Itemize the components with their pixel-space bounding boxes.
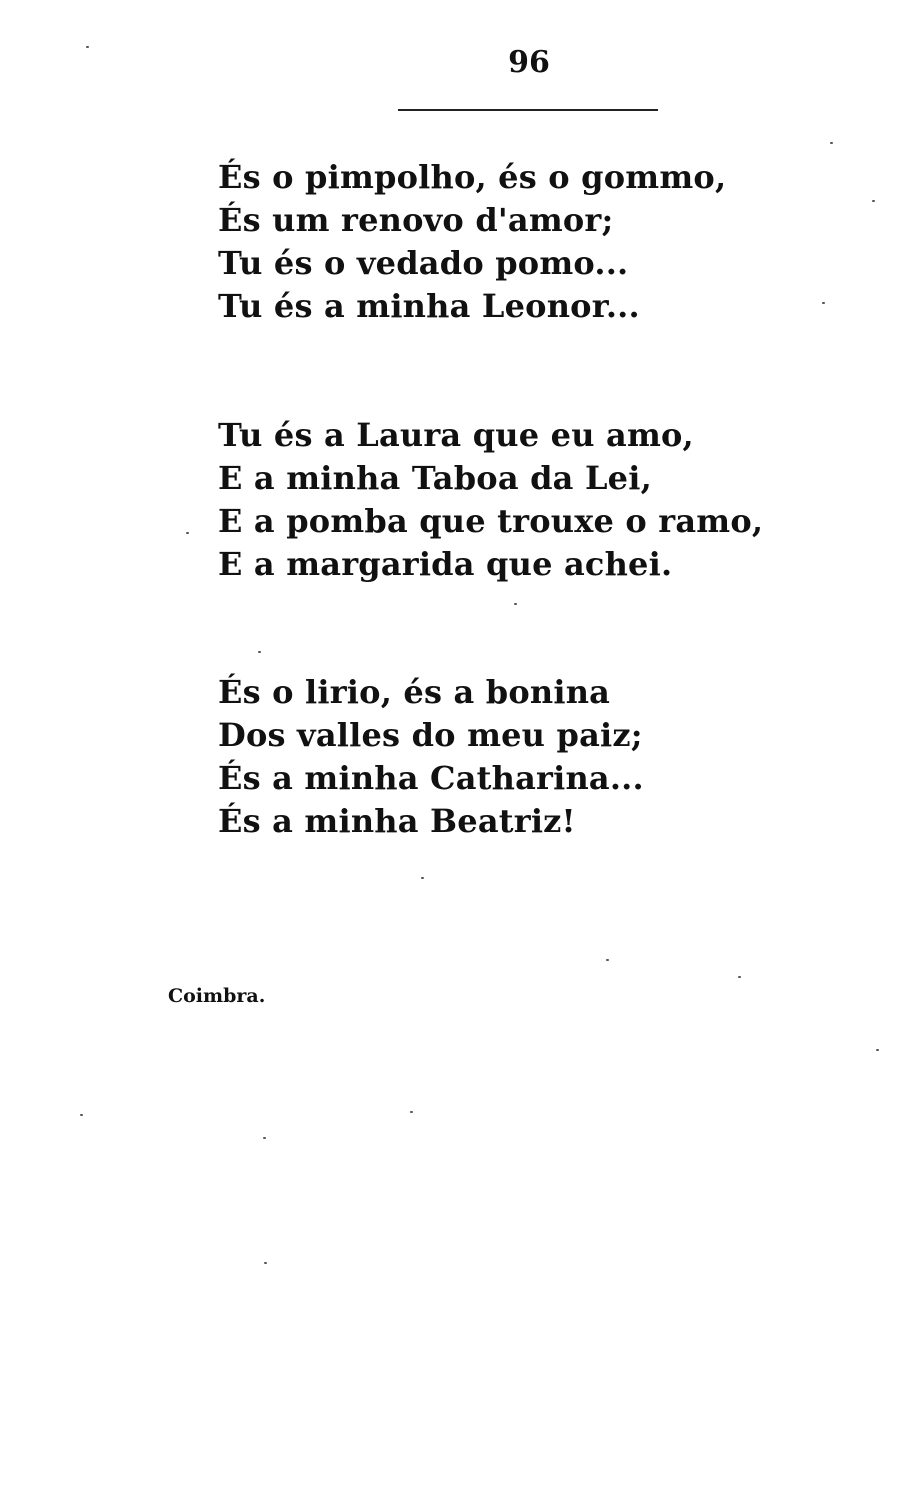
scan-speck [186,532,189,534]
verse-line: E a margarida que achei. [218,545,673,583]
scan-speck [738,976,741,978]
scan-speck [514,603,517,605]
scan-speck [830,142,833,144]
scan-speck [263,1137,266,1139]
verse-line: És o pimpolho, és o gommo, [218,158,727,196]
signature-place: Coimbra. [168,985,266,1007]
verse-line: És a minha Beatriz! [218,802,576,840]
verse-line: Tu és o vedado pomo... [218,244,629,282]
scan-speck [264,1262,267,1264]
scan-speck [876,1049,879,1051]
scan-speck [822,302,825,304]
scan-speck [410,1111,413,1113]
scan-speck [606,959,609,961]
verse-line: E a pomba que trouxe o ramo, [218,502,764,540]
verse-line: Tu és a Laura que eu amo, [218,416,694,454]
header-rule [398,109,658,111]
scan-speck [421,877,424,879]
scan-speck [872,200,875,202]
stanza [218,414,763,586]
verse-line: És o lirio, és a bonina [218,673,611,711]
verse-line: És a minha Catharina... [218,759,644,797]
scan-speck [258,651,261,653]
stanza [218,156,726,328]
page-number: 96 [508,45,550,80]
stanza [218,671,644,843]
scan-speck [86,46,89,48]
verse-line: Dos valles do meu paiz; [218,716,643,754]
scan-speck [80,1114,83,1116]
verse-line: És um renovo d'amor; [218,201,614,239]
verse-line: E a minha Taboa da Lei, [218,459,652,497]
verse-line: Tu és a minha Leonor... [218,287,640,325]
